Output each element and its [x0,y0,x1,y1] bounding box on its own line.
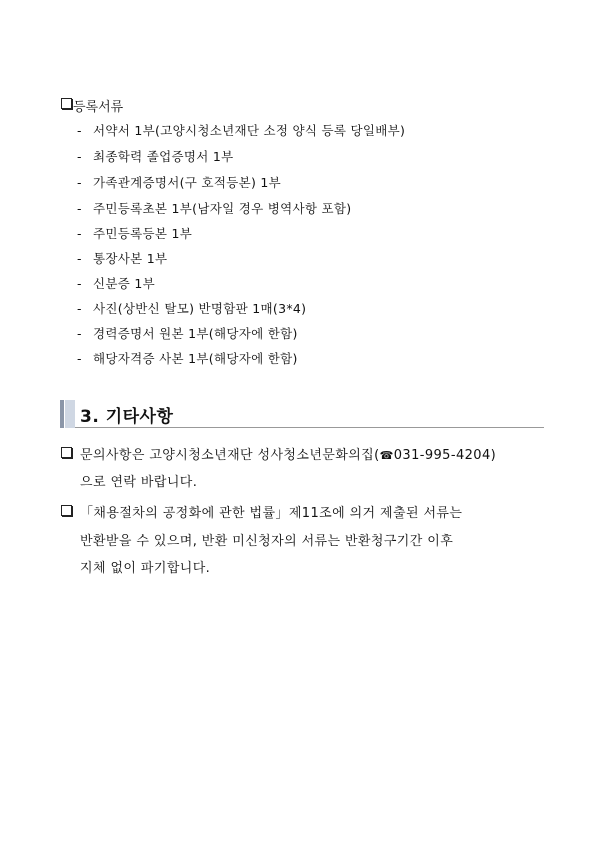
list-item [77,274,155,292]
dash-marker: - [77,276,82,291]
list-item-text: 최종학력 졸업증명서 1부 [93,149,234,164]
dash-marker: - [77,326,82,341]
list-item-text: 주민등록초본 1부(남자일 경우 병역사항 포함) [93,201,352,216]
list-item [77,324,298,342]
heading-accent-bar-light [65,400,75,428]
checkbox-bullet-icon [61,98,72,109]
dash-marker: - [77,351,82,366]
paragraph-line: 반환받을 수 있으며, 반환 미신청자의 서류는 반환청구기간 이후 [80,534,454,549]
dash-marker: - [77,301,82,316]
list-item [77,173,281,191]
list-item-text: 신분증 1부 [93,276,156,291]
dash-marker: - [77,149,82,164]
list-item [77,224,192,242]
list-item [77,299,306,317]
list-item [77,249,167,267]
paragraph-line: 으로 연락 바랍니다. [80,475,198,490]
list-item-text: 해당자격증 사본 1부(해당자에 한함) [93,351,298,366]
paragraph-line: 「채용절차의 공정화에 관한 법률」제11조에 의거 제출된 서류는 [80,506,463,521]
section-title: 3. 기타사항 [80,407,174,427]
heading-underline [75,427,544,428]
list-item [77,147,234,165]
list-item [77,199,351,217]
checkbox-bullet-icon [61,447,72,458]
list-item-text: 가족관계증명서(구 호적등본) 1부 [93,175,282,190]
dash-marker: - [77,123,82,138]
list-item-text: 사진(상반신 탈모) 반명함판 1매(3*4) [93,301,307,316]
list-item [77,121,405,139]
list-item-text: 통장사본 1부 [93,251,168,266]
list-item-text: 서약서 1부(고양시청소년재단 소정 양식 등록 당일배부) [93,123,406,138]
list-item [77,349,298,367]
checkbox-bullet-icon [61,505,72,516]
phone-icon: ☎ [379,449,394,462]
heading-accent-bar [60,400,64,428]
phone-number: 031-995-4204) [393,448,497,463]
paragraph-line [80,444,496,463]
list-item-text: 주민등록등본 1부 [93,226,193,241]
dash-marker: - [77,201,82,216]
list-item-text: 경력증명서 원본 1부(해당자에 한함) [93,326,298,341]
dash-marker: - [77,175,82,190]
paragraph-line: 지체 없이 파기합니다. [80,561,211,576]
documents-title: 등록서류 [73,100,124,115]
contact-text: 문의사항은 고양시청소년재단 성사청소년문화의집( [80,448,380,463]
dash-marker: - [77,251,82,266]
dash-marker: - [77,226,82,241]
section-heading [60,400,544,428]
